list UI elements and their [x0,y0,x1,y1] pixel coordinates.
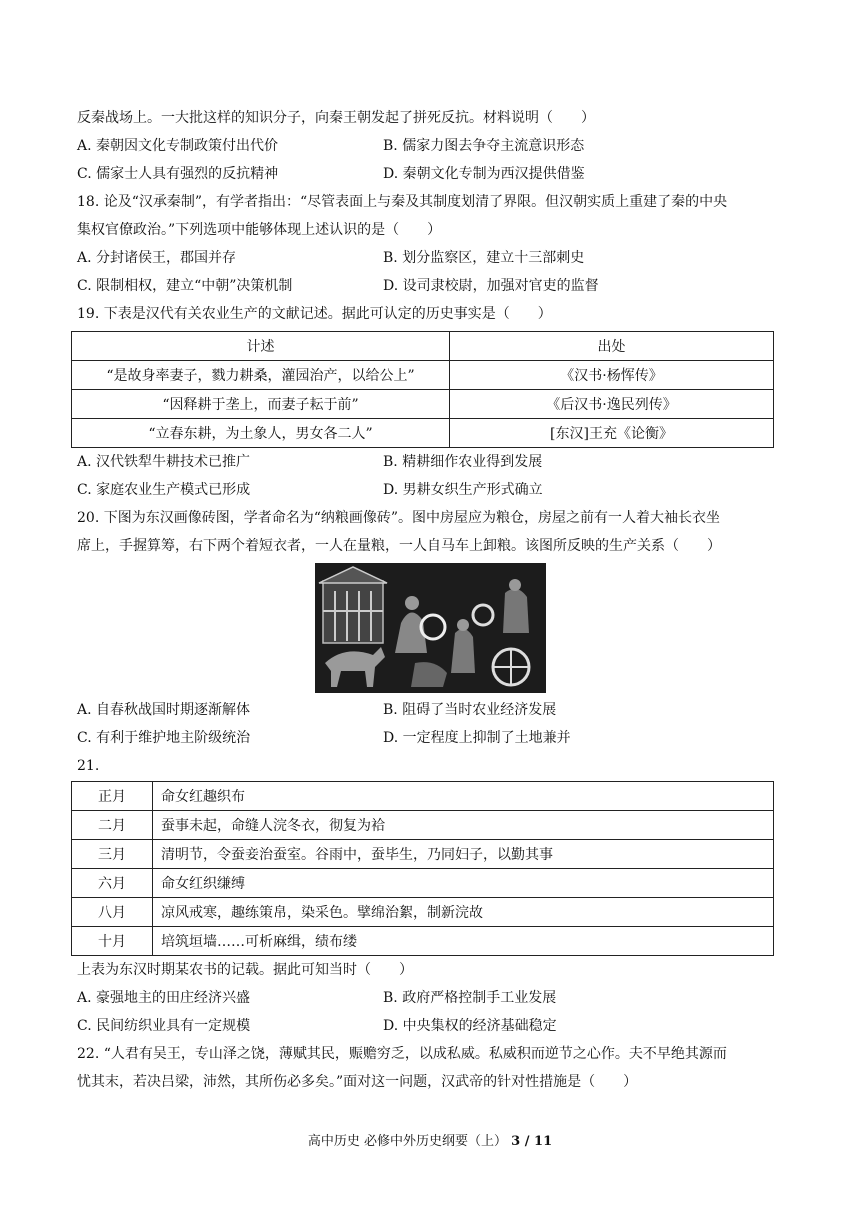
table-row [72,361,774,390]
table-cell: 培筑垣墙……可析麻缉，绩布缕 [153,927,774,956]
table-row [72,782,774,811]
page-number: 3 / 11 [511,1134,553,1149]
table-cell: “是故身率妻子，戮力耕桑，灌园治产，以给公上” [72,361,450,390]
table-cell: 蚕事未起，命缝人浣冬衣，彻复为袷 [153,811,774,840]
q18-option-a: A. 分封诸侯王，郡国并存 [77,250,237,266]
table-row [72,840,774,869]
q21-option-b: B. 政府严格控制手工业发展 [383,990,557,1006]
q17-option-a: A. 秦朝因文化专制政策付出代价 [77,138,279,154]
q21-table [71,781,774,956]
q21-option-d: D. 中央集权的经济基础稳定 [383,1018,557,1034]
q21-number: 21. [77,758,100,774]
q18-option-b: B. 划分监察区，建立十三部刺史 [383,250,585,266]
table-cell: “立春东耕，为土象人，男女各二人” [72,419,450,448]
table-header-row [72,332,774,361]
page-footer [0,1130,860,1149]
table-cell: 命女红织缣缚 [153,869,774,898]
q19-option-a: A. 汉代铁犁牛耕技术已推广 [77,454,251,470]
table-cell: 《汉书·杨恽传》 [450,361,774,390]
q17-option-d: D. 秦朝文化专制为西汉提供借鉴 [383,166,585,182]
table-cell: 命女红趣织布 [153,782,774,811]
q20-option-c: C. 有利于维护地主阶级统治 [77,730,251,746]
q17-stem: 反秦战场上。一大批这样的知识分子，向秦王朝发起了拼死反抗。材料说明（ ） [77,110,595,126]
table-cell-month: 十月 [72,927,153,956]
q20-option-a: A. 自春秋战国时期逐渐解体 [77,702,251,718]
table-row [72,419,774,448]
q18-stem-line2: 集权官僚政治。”下列选项中能够体现上述认识的是（ ） [77,222,442,238]
q20-stem-line2: 席上，手握算筹，右下两个着短衣者，一人在量粮，一人自马车上卸粮。该图所反映的生产关系（ ） [77,538,721,554]
table-row [72,898,774,927]
q20-option-b: B. 阻碍了当时农业经济发展 [383,702,557,718]
q19-option-c: C. 家庭农业生产模式已形成 [77,482,251,498]
q18-option-c: C. 限制相权，建立“中朝”决策机制 [77,278,293,294]
relief-illustration [315,563,546,693]
table-row [72,869,774,898]
q19-stem: 19. 下表是汉代有关农业生产的文献记述。据此可认定的历史事实是（ ） [77,306,552,322]
table-cell: 《后汉书·逸民列传》 [450,390,774,419]
q21-option-c: C. 民间纺织业具有一定规模 [77,1018,251,1034]
table-row [72,811,774,840]
table-cell-month: 三月 [72,840,153,869]
q21-option-a: A. 豪强地主的田庄经济兴盛 [77,990,251,1006]
q22-stem-line2: 忧其末，若决吕梁，沛然，其所伤必多矣。”面对这一问题，汉武帝的针对性措施是（ ） [77,1074,638,1090]
table-row [72,927,774,956]
table-cell-month: 正月 [72,782,153,811]
table-cell-month: 二月 [72,811,153,840]
q19-option-d: D. 男耕女织生产形式确立 [383,482,543,498]
q18-option-d: D. 设司隶校尉，加强对官吏的监督 [383,278,599,294]
grain-brick-relief-image [315,563,546,693]
q20-stem-line1: 20. 下图为东汉画像砖图，学者命名为“纳粮画像砖”。图中房屋应为粮仓，房屋之前有一人着大袖长衣坐 [77,510,721,526]
table-cell: 清明节，令蚕妾治蚕室。谷雨中，蚕毕生，乃同妇子，以勤其事 [153,840,774,869]
table-header-cell: 计述 [72,332,450,361]
footer-title: 高中历史 必修中外历史纲要（上） [307,1134,508,1149]
table-row [72,390,774,419]
table-cell-month: 八月 [72,898,153,927]
q19-table [71,331,774,448]
q20-option-d: D. 一定程度上抑制了土地兼并 [383,730,571,746]
q21-stem: 上表为东汉时期某农书的记载。据此可知当时（ ） [77,962,413,978]
q18-stem-line1: 18. 论及“汉承秦制”，有学者指出：“尽管表面上与秦及其制度划清了界限。但汉朝实质上重建了秦的中央 [77,194,728,210]
q17-option-c: C. 儒家士人具有强烈的反抗精神 [77,166,279,182]
q19-option-b: B. 精耕细作农业得到发展 [383,454,543,470]
table-cell: [东汉]王充《论衡》 [450,419,774,448]
q22-stem-line1: 22. “人君有吴王，专山泽之饶，薄赋其民，赈赡穷乏，以成私威。私威积而逆节之心作。夫不早绝其源而 [77,1046,727,1062]
table-cell-month: 六月 [72,869,153,898]
table-cell: “因释耕于垄上，而妻子耘于前” [72,390,450,419]
table-cell: 凉风戒寒，趣练策帛，染采色。擘绵治絮，制新浣故 [153,898,774,927]
table-header-cell: 出处 [450,332,774,361]
q17-option-b: B. 儒家力图去争夺主流意识形态 [383,138,585,154]
